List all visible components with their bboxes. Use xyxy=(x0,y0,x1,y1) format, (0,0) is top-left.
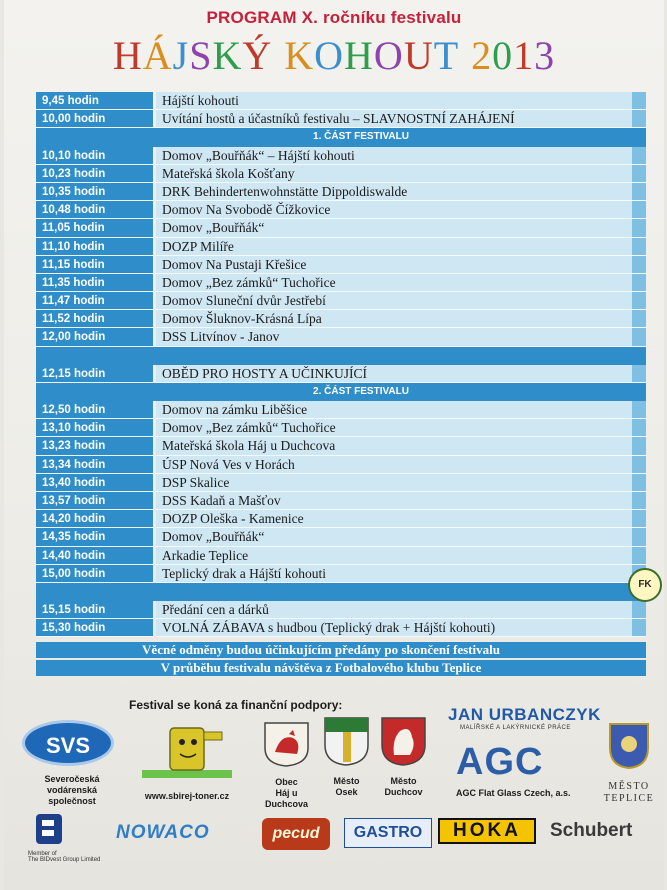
schedule-time: 13,23 hodin xyxy=(36,437,153,455)
schedule-program-text: Domov „Bouřňák“ xyxy=(162,220,265,236)
schubert-logo: Schubert xyxy=(550,820,633,841)
poster xyxy=(4,0,664,890)
schedule-row xyxy=(36,601,646,619)
schedule-program xyxy=(156,165,646,183)
schedule-program xyxy=(156,274,646,292)
schedule-time: 14,40 hodin xyxy=(36,547,153,565)
lion-shield-icon xyxy=(376,715,431,767)
schedule-program-text: Předání cen a dárků xyxy=(162,601,269,617)
schedule-time: 14,35 hodin xyxy=(36,528,153,546)
note-line: V průběhu festivalu návštěva z Fotbalového klubu Teplice xyxy=(36,660,646,676)
title-letter: 3 xyxy=(534,33,556,78)
svs-caption-1: Severočeská xyxy=(44,774,100,784)
schedule-program-text: Mateřská škola Háj u Duchcova xyxy=(162,438,336,454)
agc-logo xyxy=(456,742,576,799)
toner-logo xyxy=(132,718,242,802)
title-letter: H xyxy=(112,33,143,78)
bidvest-mark-icon xyxy=(28,812,68,846)
schedule-program xyxy=(156,201,646,219)
schedule-program-text: VOLNÁ ZÁBAVA s hudbou (Teplický drak + Hájští kohouti) xyxy=(162,620,496,636)
notes-block xyxy=(36,642,646,676)
schedule-time: 10,00 hodin xyxy=(36,110,153,128)
schedule-time: 11,47 hodin xyxy=(36,292,153,310)
schedule-program xyxy=(156,328,646,346)
schedule-row xyxy=(36,474,646,492)
schedule-program-text: OBĚD PRO HOSTY A UČINKUJÍCÍ xyxy=(162,365,368,381)
schedule-program xyxy=(156,528,646,546)
schedule-row xyxy=(36,238,646,256)
schedule-program xyxy=(156,474,646,492)
schedule-row xyxy=(36,328,646,346)
haj-caption-1: Obec xyxy=(275,777,298,787)
schedule-program-text: Uvítání hostů a účastníků festivalu – SLAVNOSTNÍ ZAHÁJENÍ xyxy=(162,111,515,127)
schedule-time: 9,45 hodin xyxy=(36,92,153,110)
schedule-row xyxy=(36,547,646,565)
schedule-time: 11,35 hodin xyxy=(36,274,153,292)
agc-caption: AGC Flat Glass Czech, a.s. xyxy=(456,788,571,798)
schedule-program-text: Arkadie Teplice xyxy=(162,547,249,563)
schedule-row xyxy=(36,437,646,455)
schedule-program-text: Domov Sluneční dvůr Jestřebí xyxy=(162,293,326,309)
schedule-time: 13,34 hodin xyxy=(36,456,153,474)
schedule-program-text: Domov Šluknov-Krásná Lípa xyxy=(162,311,322,327)
osek-caption-1: Město xyxy=(333,776,360,786)
schedule-program xyxy=(156,365,646,383)
bidvest-logo xyxy=(28,812,108,863)
schedule-program xyxy=(156,219,646,237)
schedule-program-text: Domov Na Pustaji Křešice xyxy=(162,256,307,272)
section-header xyxy=(36,383,646,401)
agc-mark: AGC xyxy=(456,741,544,783)
schedule-program xyxy=(156,437,646,455)
schedule-row xyxy=(36,292,646,310)
title-letter: 1 xyxy=(513,33,535,78)
jan-urbanczyk-name: JAN URBANCZYK xyxy=(448,705,601,724)
blank-band xyxy=(36,347,646,365)
jan-urbanczyk-sub: MALÍŘSKÉ A LAKÝRNICKÉ PRÁCE xyxy=(460,725,571,731)
schedule-time: 15,15 hodin xyxy=(36,601,153,619)
schedule-program-text: Domov „Bouřňák“ – Hájští kohouti xyxy=(162,147,355,163)
schedule-row xyxy=(36,201,646,219)
schedule-row xyxy=(36,274,646,292)
schedule-row xyxy=(36,510,646,528)
title-letter: O xyxy=(373,33,404,78)
teplice-crest-icon xyxy=(598,720,660,770)
osek-logo xyxy=(319,715,374,798)
schedule-program-text: Hájští kohouti xyxy=(162,93,239,108)
section-title: 2. ČÁST FESTIVALU xyxy=(313,385,409,397)
haj-caption-3: Duchcova xyxy=(264,799,308,809)
schedule-time: 12,15 hodin xyxy=(36,365,153,383)
program-heading: PROGRAM X. ročníku festivalu xyxy=(206,8,462,27)
teplice-caption-1: MĚSTO xyxy=(608,781,650,792)
osek-caption-2: Osek xyxy=(335,787,358,797)
schedule-time: 12,50 hodin xyxy=(36,401,153,419)
teplice-logo xyxy=(598,720,660,805)
schedule-program-text: Domov „Bez zámků“ Tuchořice xyxy=(162,274,336,290)
schedule-program-text: DRK Behindertenwohnstätte Dippoldiswalde xyxy=(162,183,408,199)
haj-logo xyxy=(259,720,314,810)
svs-logo xyxy=(22,720,122,807)
schedule-time: 13,57 hodin xyxy=(36,492,153,510)
schedule-table xyxy=(36,92,646,678)
teplice-caption-2: TEPLICE xyxy=(603,793,655,804)
schedule-time: 11,52 hodin xyxy=(36,310,153,328)
title-letter: K xyxy=(212,33,243,78)
schedule-program xyxy=(156,401,646,419)
duchcov-logo xyxy=(376,715,431,798)
title-letter: T xyxy=(433,33,460,78)
title-letter: 0 xyxy=(492,33,514,78)
schedule-program-text: DSP Skalice xyxy=(162,474,230,490)
blank-band xyxy=(36,583,646,601)
schedule-program xyxy=(156,565,646,583)
schedule-program-text: Domov „Bez zámků“ Tuchořice xyxy=(162,420,336,436)
sponsors-heading: Festival se koná za finanční podpory: xyxy=(129,698,343,712)
osek-shield-icon xyxy=(319,715,374,767)
schedule-time: 11,10 hodin xyxy=(36,238,153,256)
title-letter: Ý xyxy=(242,33,273,78)
schedule-program xyxy=(156,183,646,201)
schedule-row xyxy=(36,619,646,637)
svs-caption-2: vodárenská společnost xyxy=(46,785,98,806)
toner-caption: www.sbirej-toner.cz xyxy=(144,791,230,801)
pecud-logo: pecud xyxy=(262,818,330,850)
title-letter: U xyxy=(403,33,434,78)
schedule-time: 11,15 hodin xyxy=(36,256,153,274)
schedule-row xyxy=(36,219,646,237)
jan-urbanczyk-logo xyxy=(448,705,601,731)
duchcov-caption-2: Duchcov xyxy=(384,787,423,797)
schedule-time: 14,20 hodin xyxy=(36,510,153,528)
schedule-row xyxy=(36,92,646,110)
nowaco-logo: NOWACO xyxy=(116,822,210,843)
section-title: 1. ČÁST FESTIVALU xyxy=(313,131,409,143)
svs-mark: SVS xyxy=(22,720,114,766)
duchcov-caption-1: Město xyxy=(390,776,417,786)
schedule-program xyxy=(156,310,646,328)
schedule-time: 10,23 hodin xyxy=(36,165,153,183)
schedule-time: 11,05 hodin xyxy=(36,219,153,237)
schedule-row xyxy=(36,401,646,419)
bidvest-caption-2: The BIDvest Group Limited xyxy=(28,857,101,863)
schedule-program xyxy=(156,619,646,637)
schedule-program xyxy=(156,110,646,128)
schedule-time: 15,30 hodin xyxy=(36,619,153,637)
schedule-program xyxy=(156,92,646,110)
hoka-logo: HOKA xyxy=(438,818,536,844)
schedule-program-text: DSS Kadaň a Mašťov xyxy=(162,492,281,508)
schedule-time: 10,35 hodin xyxy=(36,183,153,201)
title-letter: O xyxy=(314,33,345,78)
schedule-program xyxy=(156,601,646,619)
schedule-row xyxy=(36,492,646,510)
schedule-program xyxy=(156,256,646,274)
schedule-time: 15,00 hodin xyxy=(36,565,153,583)
note-line: Věcné odměny budou účinkujícím předány po skončení festivalu xyxy=(36,642,646,658)
schedule-program xyxy=(156,547,646,565)
schedule-program-text: Mateřská škola Košťany xyxy=(162,165,295,181)
title-letter: 2 xyxy=(471,33,493,78)
schedule-program xyxy=(156,492,646,510)
schedule-row xyxy=(36,310,646,328)
schedule-program-text: Domov Na Svobodě Čížkovice xyxy=(162,202,331,218)
schedule-row xyxy=(36,565,646,583)
rooster-shield-icon xyxy=(259,720,314,768)
haj-caption-2: Háj u xyxy=(275,788,298,798)
schedule-program-text: DSS Litvínov - Janov xyxy=(162,329,280,345)
schedule-time: 12,00 hodin xyxy=(36,328,153,346)
schedule-time: 10,48 hodin xyxy=(36,201,153,219)
schedule-program xyxy=(156,147,646,165)
schedule-program-text: ÚSP Nová Ves v Horách xyxy=(162,456,295,472)
schedule-row xyxy=(36,183,646,201)
toner-mascot-icon xyxy=(132,718,242,780)
schedule-program xyxy=(156,238,646,256)
football-club-badge: FK xyxy=(628,568,662,602)
festival-title xyxy=(4,32,664,79)
title-letter: H xyxy=(344,33,374,78)
schedule-time: 13,10 hodin xyxy=(36,419,153,437)
schedule-program-text: Teplický drak a Hájští kohouti xyxy=(162,565,327,581)
schedule-row xyxy=(36,419,646,437)
schedule-program xyxy=(156,510,646,528)
schedule-program-text: DOZP Oleška - Kamenice xyxy=(162,511,304,527)
schedule-program-text: Domov na zámku Liběšice xyxy=(162,402,308,417)
bidvest-caption-1: Member of xyxy=(28,851,57,857)
title-letter: Á xyxy=(142,33,173,78)
schedule-program xyxy=(156,419,646,437)
schedule-row xyxy=(36,165,646,183)
schedule-row xyxy=(36,147,646,165)
gastro-logo: GASTRO xyxy=(344,818,432,848)
schedule-time: 10,10 hodin xyxy=(36,147,153,165)
schedule-program-text: Domov „Bouřňák“ xyxy=(162,529,265,545)
title-letter: S xyxy=(189,33,213,78)
schedule-row xyxy=(36,528,646,546)
title-letter: J xyxy=(172,33,190,78)
schedule-row xyxy=(36,365,646,383)
schedule-program xyxy=(156,456,646,474)
schedule-row xyxy=(36,110,646,128)
schedule-program-text: DOZP Milíře xyxy=(162,238,234,254)
section-header xyxy=(36,128,646,146)
title-letter: K xyxy=(284,33,315,78)
schedule-row xyxy=(36,456,646,474)
schedule-time: 13,40 hodin xyxy=(36,474,153,492)
schedule-program xyxy=(156,292,646,310)
schedule-row xyxy=(36,256,646,274)
